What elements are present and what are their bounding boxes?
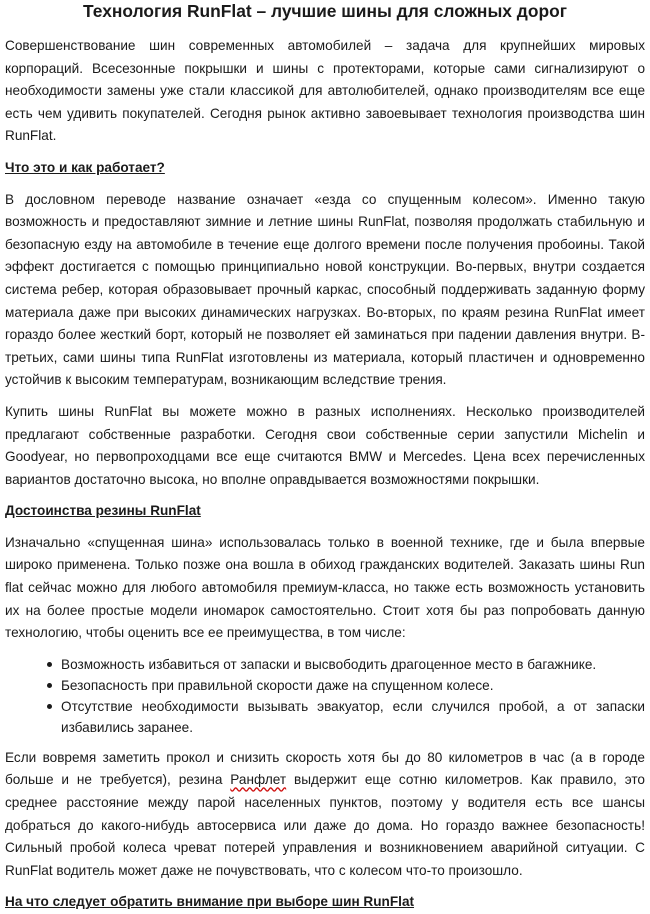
list-item-text: Безопасность при правильной скорости даже на спущенном колесе.: [61, 677, 494, 693]
intro-paragraph: Совершенствование шин современных автомобилей – задача для крупнейших мировых корпораций. Всесезонные покрышки и шины с протекторами, которые сами сигнализируют о необходимости замены уже стали классикой для автолюбителей, однако производителям все еще есть чем удивить покупателей. Сегодня рынок активно завоевывает технология производства шин RunFlat.: [5, 38, 645, 144]
paragraph-how-it-works: В дословном переводе название означает «езда со спущенным колесом». Именно такую возможность и предоставляют зимние и летние шины RunFlat, позволяя продолжать стабильную и безопасную езду на автомобиле в течение еще долгого времени после получения пробоины. Такой эффект достигается с помощью принципиально новой конструкции. Во-первых, внутри создается система ребер, которая образовывает прочный каркас, способный поддерживать заданную форму материала даже при высоких динамических нагрузках. Во-вторых, по краям резина RunFlat имеет гораздо более жесткий борт, который не позволяет ей заминаться при падении давления внутри. В-третьих, сами шины типа RunFlat изготовлены из материала, который пластичен и одновременно устойчив к высоким температурам, возникающим вследствие трения.: [5, 191, 645, 388]
list-item: [61, 675, 645, 696]
list-item: [61, 654, 645, 675]
paragraph-buy-runflat: Купить шины RunFlat вы можете можно в разных исполнениях. Несколько производителей предлагают собственные разработки. Сегодня свои собственные серии запустили Michelin и Goodyear, но первопроходцами все еще считаются BMW и Mercedes. Цена всех перечисленных вариантов достаточно высока, но вполне оправдывается возможностями покрышки.: [5, 403, 645, 487]
bullet-icon: [47, 683, 52, 688]
list-item-text: Возможность избавиться от запаски и высвободить драгоценное место в багажнике.: [61, 656, 597, 672]
section-heading-choosing: На что следует обратить внимание при выборе шин RunFlat: [5, 894, 415, 910]
document-title: Технология RunFlat – лучшие шины для сложных дорог: [83, 1, 567, 21]
bullet-icon: [47, 662, 52, 667]
section-heading-how-it-works: Что это и как работает?: [5, 159, 165, 175]
bullet-icon: [47, 704, 52, 709]
paragraph-advantages-intro: Изначально «спущенная шина» использовалась только в военной технике, где и была впервые широко применена. Только позже она вошла в обиход гражданских водителей. Заказать шины Run flat сейчас можно для любого автомобиля премиум-класса, но также есть возможность установить их на более простые модели иномарок самостоятельно. Стоит хотя бы раз попробовать данную технологию, чтобы оценить все ее преимущества, в том числе:: [5, 534, 645, 641]
list-item: [61, 696, 645, 738]
section-heading-advantages: Достоинства резины RunFlat: [5, 503, 201, 519]
list-item-text: Отсутствие необходимости вызывать эвакуатор, если случился пробой, а от запаски избавились заранее.: [61, 698, 645, 735]
advantages-list: [5, 654, 645, 738]
misspelled-word: Ранфлет: [230, 772, 287, 788]
paragraph-text-end: выдержит еще сотню километров. Как правило, это среднее расстояние между парой населенных пунктов, поэтому у водителя есть все шансы добраться до какого-нибудь автосервиса или даже до дома. Но гораздо важнее безопасность! Сильный пробой колеса чреват потерей управления и возникновением аварийной ситуации. С RunFlat водитель может даже не почувствовать, что с колесом что-то произошло.: [5, 772, 645, 878]
paragraph-text-start: Если вовремя заметить прокол и снизить скорость хотя бы до 80 километров в час (а в городе больше и не требуется), резина: [5, 749, 645, 788]
paragraph-puncture-safety: [5, 747, 645, 883]
